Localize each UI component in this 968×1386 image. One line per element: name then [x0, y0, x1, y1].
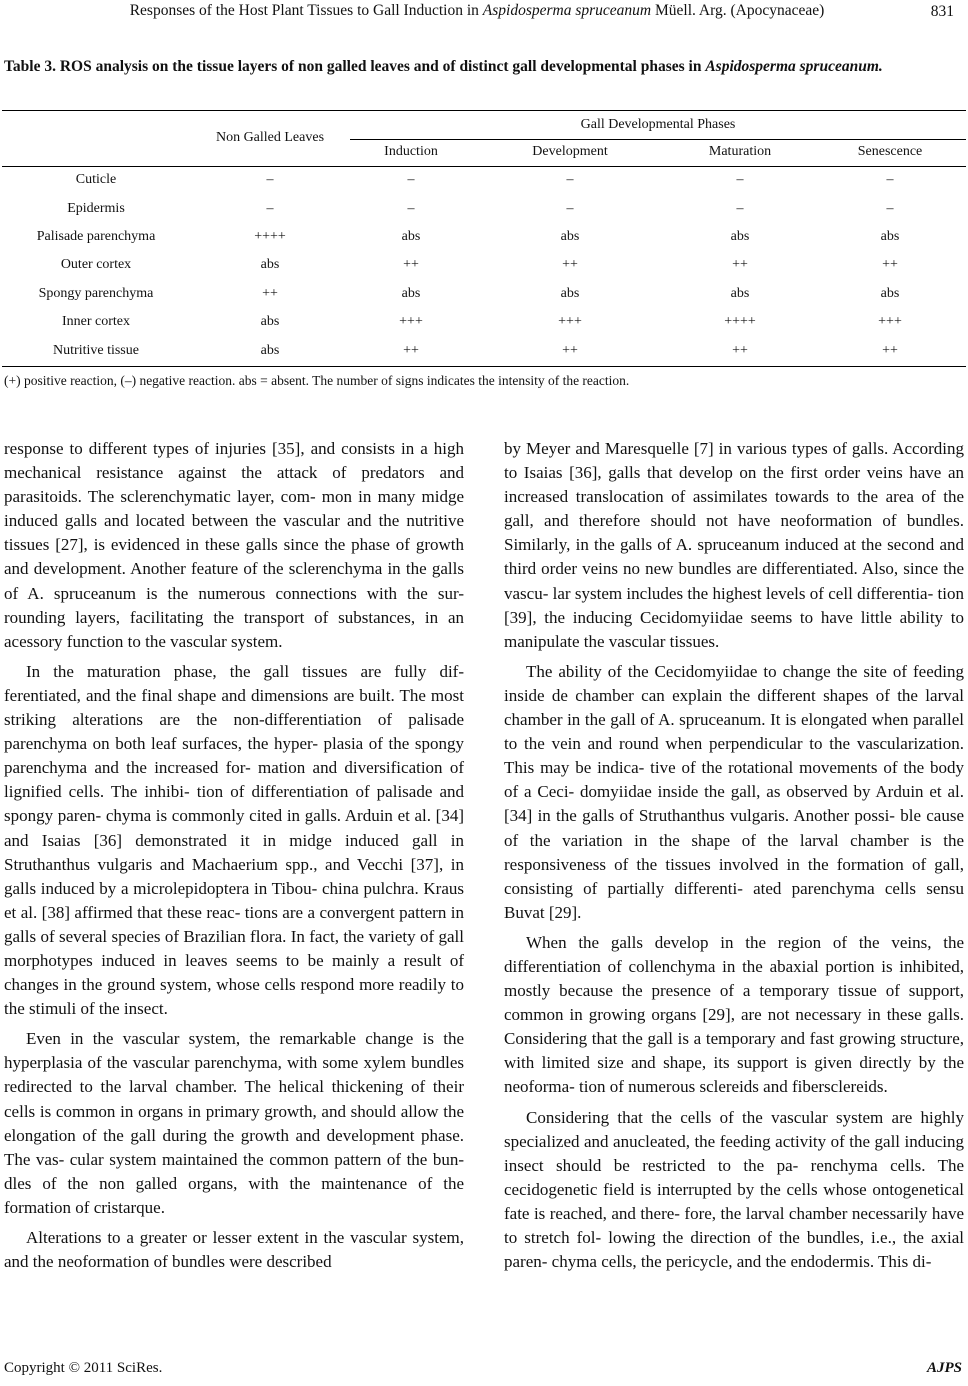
table-top-rule [2, 110, 966, 111]
table-cell: ++ [732, 257, 748, 272]
running-header [0, 0, 968, 28]
col-header-non-galled: Non Galled Leaves [215, 130, 325, 145]
running-title-prefix: Responses of the Host Plant Tissues to Gall Induction in [129, 2, 483, 19]
table-cell: ++ [882, 257, 898, 272]
paragraph: Even in the vascular system, the remarkable change is the hyperplasia of the vascular parenchyma, with some xylem bundles redirected to the larval chamber. The helical thickening of their cells is common in organs in primary growth, and should allow the elongation of the gall during the growth and development phase. The vas- cular system maintained the common pattern of the bun- dles of the non galled organs, with the maintenance of the formation of cristarque. [4, 1029, 464, 1217]
table-cell: ++ [732, 343, 748, 358]
table-cell: +++ [558, 314, 582, 329]
table-cell: – [736, 172, 744, 187]
left-column [4, 437, 464, 1274]
table-caption [4, 56, 966, 77]
table-cell: ++ [403, 257, 419, 272]
table-bottom-rule [2, 366, 966, 367]
paragraph: response to different types of injuries [35], and consists in a high mechanical resistance against the attack of predators and parasitoids. The sclerenchymatic layer, com- mon in many midge induced galls and located between the vascular and the nutritive tissues [27], is evidenced in these galls since the phase of growth and development. Another feature of the sclerenchyma in the galls of A. spruceanum is the numerous connections with the sur- rounding layers, facilitating the transport of substances, in an acessory function to the vascular system. [4, 439, 464, 651]
row-label: Inner cortex [61, 314, 131, 329]
table-cell: – [566, 172, 574, 187]
table-cell: ++ [562, 257, 578, 272]
table-cell: abs [730, 229, 750, 244]
table-caption-text: Table 3. ROS analysis on the tissue layers of non galled leaves and of distinct gall developmental phases in [4, 58, 706, 75]
table-cell: +++ [399, 314, 423, 329]
table-cell: – [407, 201, 415, 216]
table-cell: abs [730, 286, 750, 301]
col-header-induction: Induction [384, 144, 438, 159]
table-cell: – [266, 201, 274, 216]
table-cell: abs [880, 286, 900, 301]
running-title [62, 0, 892, 22]
table-cell: abs [401, 229, 421, 244]
table-caption-species: Aspidosperma spruceanum. [705, 58, 883, 75]
col-header-maturation: Maturation [708, 144, 772, 159]
table-cell: abs [260, 314, 280, 329]
group-header-phases: Gall Developmental Phases [580, 117, 736, 132]
paragraph: In the maturation phase, the gall tissues are fully dif- ferentiated, and the final shape and dimensions are built. The most striking alterations are the non-differentiation of palisade parenchyma on both leaf surfaces, the hyper- plasia of the spongy parenchyma and the increased for- mation and diversification of lignified cells. The inhibi- tion of differentiation of palisade and spongy paren- chyma is commonly cited in galls. Arduin et al. [34] and Isaias [36] demonstrated it in midge induced gall in Struthanthus vulgaris and Machaerium spp., and Vecchi [37], in galls induced by a microlepidoptera in Tibou- china pulchra. Kraus et al. [38] affirmed that these reac- tions are a convergent pattern in galls of several species of Brazilian flora. In fact, the variety of gall morphotypes induced in leaves seems to be mainly a result of changes in the ground system, whose cells respond more readily to the stimuli of the insect. [4, 661, 464, 1019]
table-cell: abs [401, 286, 421, 301]
table-header-rule [2, 166, 966, 167]
table-cell: – [566, 201, 574, 216]
table-cell: +++ [878, 314, 902, 329]
table-cell: abs [560, 286, 580, 301]
page-number: 831 [930, 3, 954, 20]
table-cell: abs [880, 229, 900, 244]
col-header-development: Development [532, 144, 608, 159]
row-label: Cuticle [75, 172, 117, 187]
row-label: Nutritive tissue [53, 343, 139, 358]
row-label: Spongy parenchyma [38, 286, 154, 301]
paragraph: The ability of the Cecidomyiidae to change the site of feeding inside de chamber can explain the different shapes of the larval chamber in the gall of A. spruceanum. It is elongated when parallel to the vein and round when perpendicular to the vascularization. This may be indica- tive of the rotational movements of the body of a Ceci- domyiidae inside the gall, as observed by Arduin et al. [34] in the galls of Struthanthus vulgaris. Another possi- ble cause of the variation in the shape of the larval chamber is the responsiveness of the tissues involved in the formation of gall, consisting of partially differenti- ated parenchyma cells sensu Buvat [29]. [504, 661, 964, 922]
table-cell: ++ [882, 343, 898, 358]
table-cell: abs [260, 257, 280, 272]
table-cell: ++ [262, 286, 278, 301]
running-title-species: Aspidosperma spruceanum [482, 2, 652, 19]
paragraph: When the galls develop in the region of the veins, the differentiation of collenchyma in the abaxial portion is inhibited, mostly because the presence of a temporary tissue of support, common in growing organs [29], are not necessary in these galls. Considering that the gall is a temporary and fast growing structure, with limited size and shape, its support is given directly by the neoforma- tion of numerous sclereids and fibersclereids. [504, 932, 964, 1097]
running-title-suffix: Müell. Arg. (Apocynaceae) [651, 2, 825, 19]
table-footnote: (+) positive reaction, (–) negative reaction. abs = absent. The number of signs indicates the intensity of the reaction. [4, 373, 630, 388]
group-header-rule [350, 139, 966, 140]
paragraph: Considering that the cells of the vascular system are highly specialized and anucleated, the feeding activity of the gall inducing insect should be restricted to the pa- renchyma cells. The cecidogenetic field is interrupted by the cells whose ontogenetical fate is reached, and there- fore, the larval chamber necessarily have to stretch fol- lowing the direction of the bundles, i.e., the axial paren- chyma cells, the pericycle, and the endodermis. This di- [504, 1107, 964, 1272]
table-cell: ++++ [724, 314, 756, 329]
table-cell: – [886, 201, 894, 216]
row-label: Palisade parenchyma [36, 229, 156, 244]
paragraph: Alterations to a greater or lesser extent in the vascular system, and the neoformation of bundles were described [4, 1228, 464, 1272]
row-label: Outer cortex [60, 257, 132, 272]
table-cell: – [266, 172, 274, 187]
table-cell: ++ [562, 343, 578, 358]
table-cell: abs [260, 343, 280, 358]
table-cell: abs [560, 229, 580, 244]
table-cell: ++ [403, 343, 419, 358]
journal-abbreviation: AJPS [926, 1360, 962, 1376]
table-cell: – [736, 201, 744, 216]
paragraph: by Meyer and Maresquelle [7] in various types of galls. According to Isaias [36], galls that develop on the first order veins have an increased translocation of assimilates towards to the area of the gall, and therefore should not have neoformation of bundles. Similarly, in the galls of A. spruceanum induced at the second and third order veins no new bundles are differentiated. Also, since the vascu- lar system includes the highest levels of cell differentia- tion [39], the inducing Cecidomyiidae seems to have little ability to manipulate the vascular tissues. [504, 439, 964, 651]
copyright-notice: Copyright © 2011 SciRes. [4, 1360, 163, 1376]
table-cell: – [407, 172, 415, 187]
right-column [504, 437, 964, 1274]
col-header-senescence: Senescence [857, 144, 923, 159]
table-cell: – [886, 172, 894, 187]
row-label: Epidermis [67, 201, 125, 216]
table-cell: ++++ [254, 229, 286, 244]
